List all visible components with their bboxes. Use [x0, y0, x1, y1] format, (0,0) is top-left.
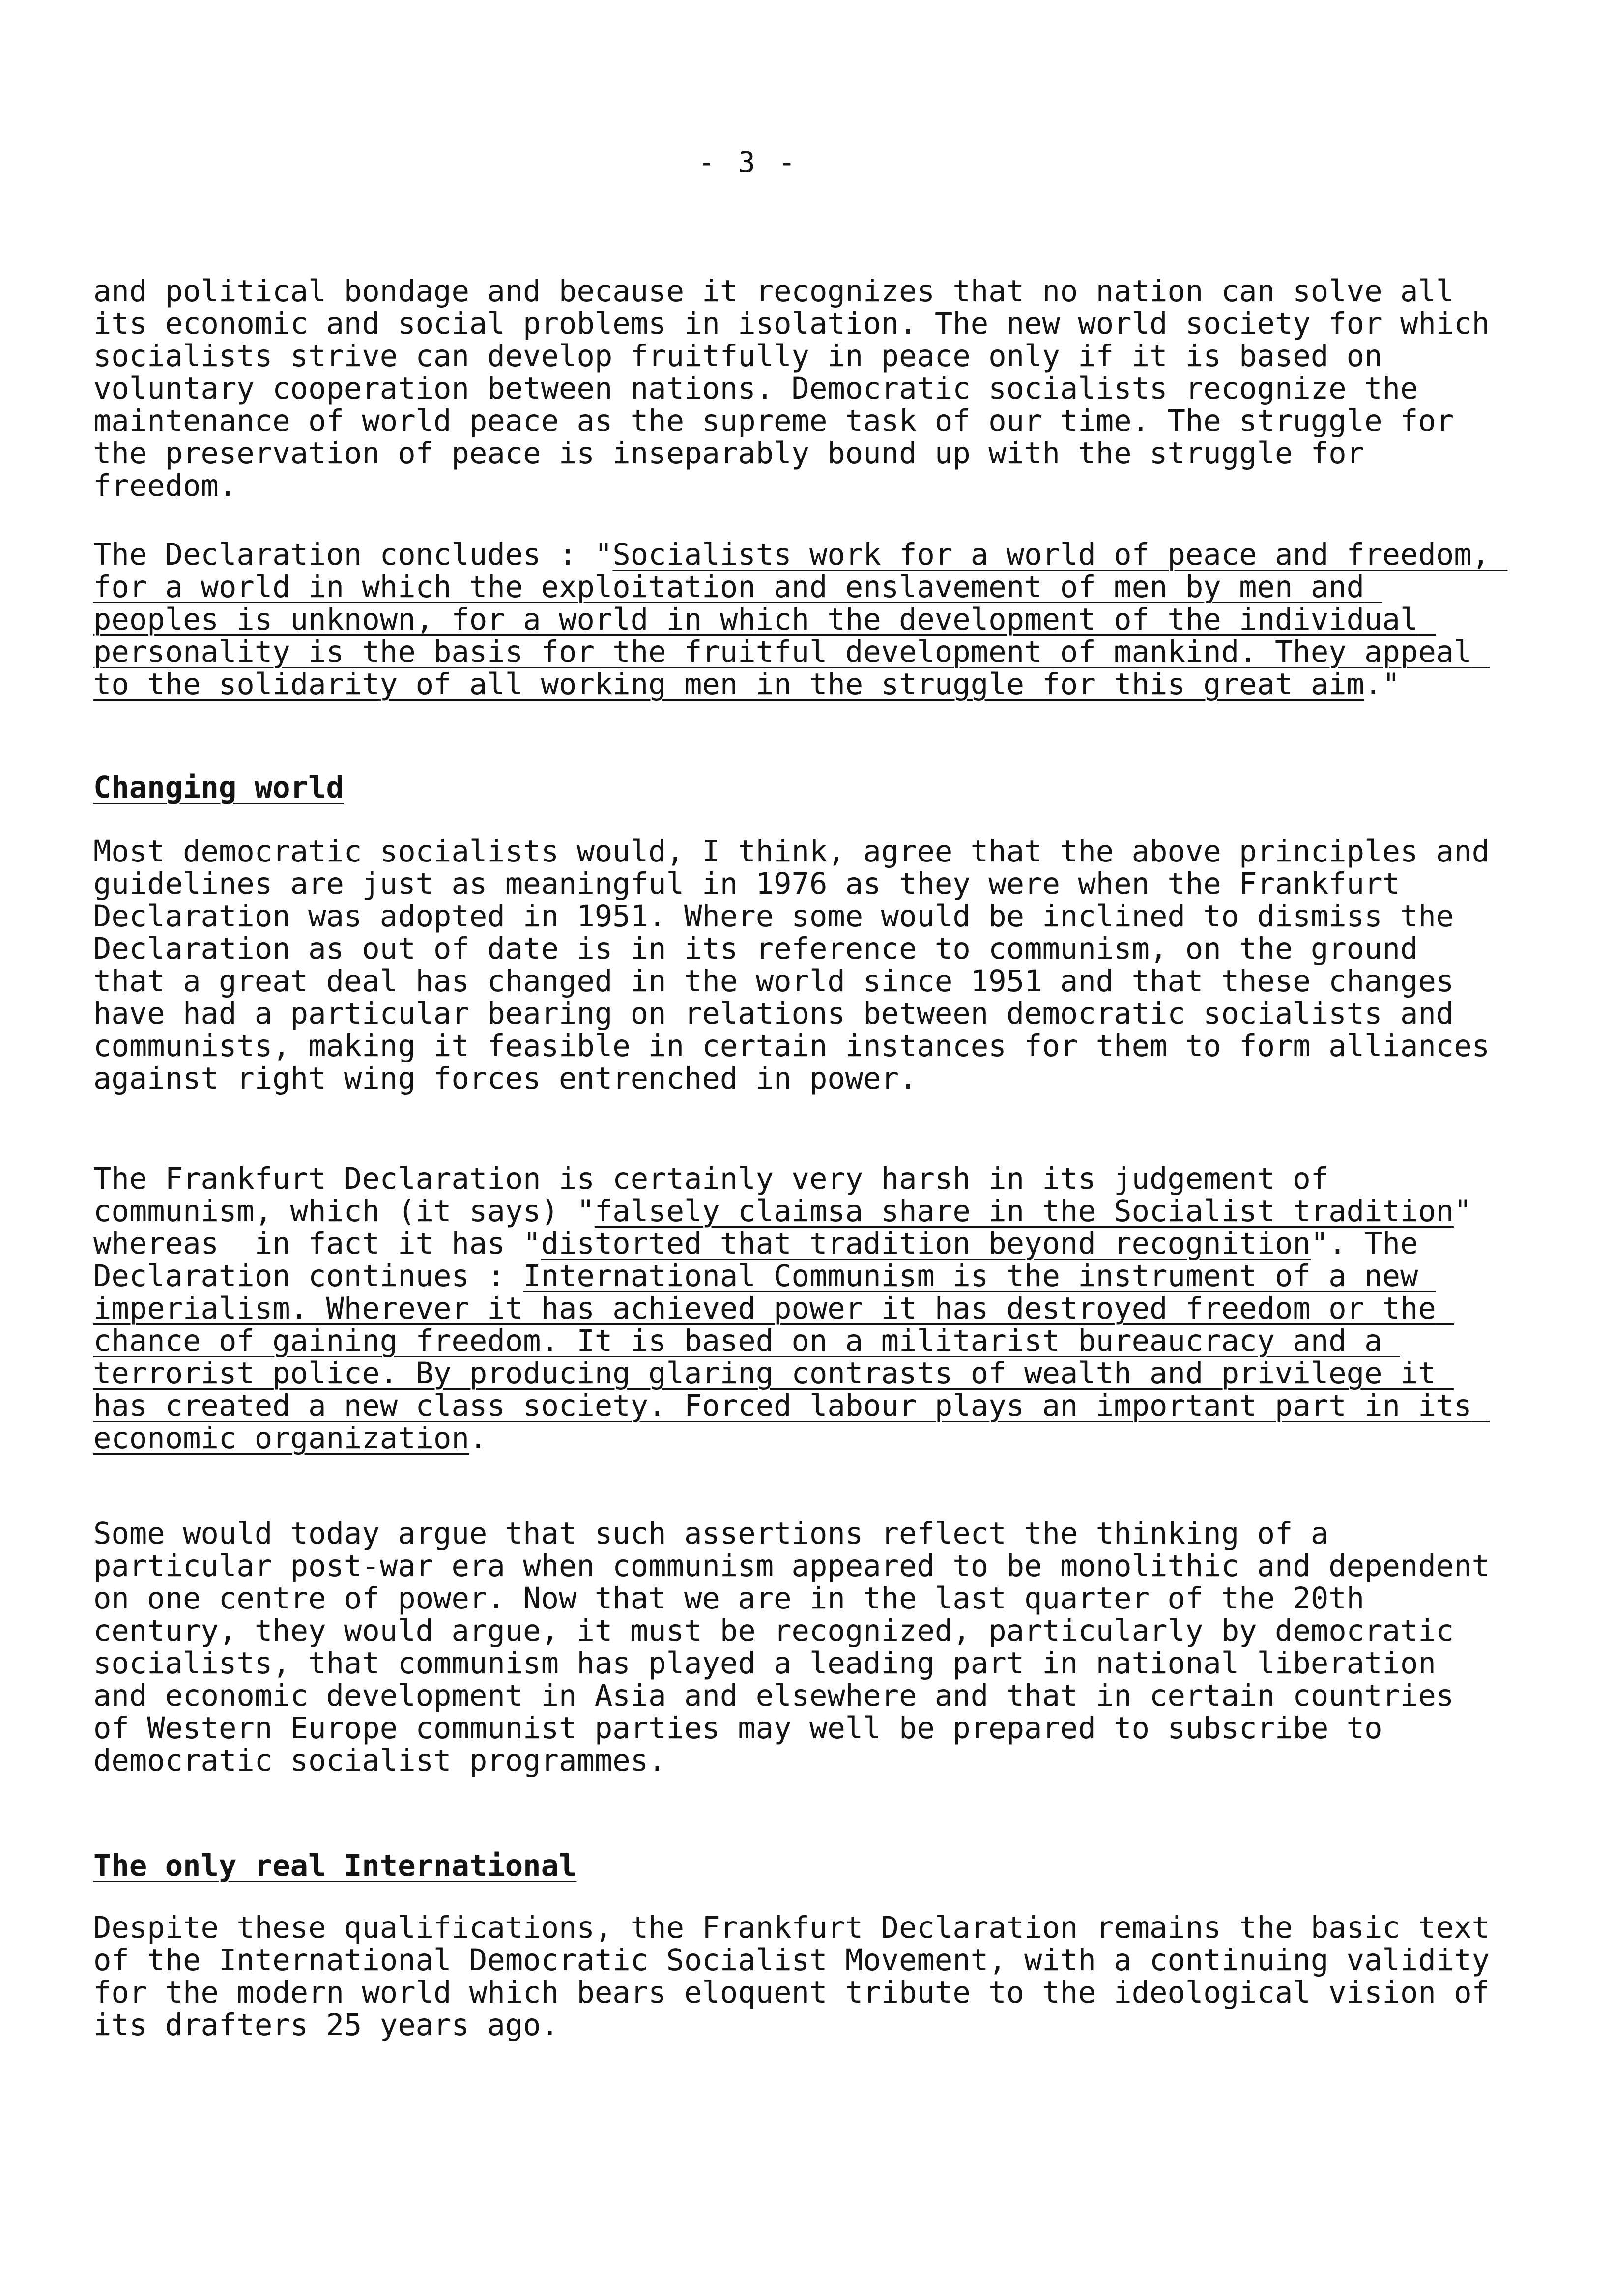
underlined-quote-1: falsely claimsa share in the Socialist tradition	[594, 1194, 1454, 1229]
paragraph-despite-qualifications: Despite these qualifications, the Frankfurt Declaration remains the basic text of the International Democratic Socialist Movement, with a continuing validity for the modern world which bears eloquent tribute to the ideological vision of its drafters 25 years ago.	[93, 1911, 1508, 2042]
paragraph-frankfurt-harsh	[93, 1163, 1499, 1455]
paragraph-mid-2: ". The Declaration continues :	[93, 1227, 1436, 1293]
underlined-quote-3: International Communism is the instrument of a new imperialism. Wherever it has achieved power it has destroyed freedom or the chance of gaining freedom. It is based on a militarist bureaucracy and a terrorist police. By producing glaring contrasts of wealth and privilege it has created a new class society. Forced labour plays an important part in its economic organization	[93, 1259, 1490, 1456]
underlined-quote: Socialists work for a world of peace and freedom, for a world in which the exploitation and enslavement of men by men and peoples is unknown, for a world in which the development of the individual personality is the basis for the fruitful development of mankind. They appeal to the solidarity of all working men in the struggle for this great aim	[93, 538, 1508, 702]
paragraph-lead: The Frankfurt Declaration is certainly very harsh in its judgement of communism, which (it says) "	[93, 1162, 1347, 1229]
section-heading-only-real-international: The only real International	[93, 1849, 577, 1883]
underlined-quote-2: distorted that tradition beyond recognition	[541, 1227, 1311, 1261]
page-number: - 3 -	[698, 145, 799, 179]
paragraph-bondage: and political bondage and because it recognizes that no nation can solve all its economic and social problems in isolation. The new world society for which socialists strive can develop fruitfully in peace only if it is based on voluntary cooperation between nations. Democratic socialists recognize the maintenance of world peace as the supreme task of our time. The struggle for the preservation of peace is inseparably bound up with the struggle for freedom.	[93, 274, 1508, 503]
paragraph-tail: .	[469, 1421, 488, 1456]
paragraph-democratic-socialists: Most democratic socialists would, I think, agree that the above principles and guidelines are just as meaningful in 1976 as they were when the Frankfurt Declaration was adopted in 1951. Where some would be inclined to dismiss the Declaration as out of date is in its reference to communism, on the ground that a great deal has changed in the world since 1951 and that these changes have had a particular bearing on relations between democratic socialists and communists, making it feasible in certain instances for them to form alliances against right wing forces entrenched in power.	[93, 834, 1508, 1096]
paragraph-some-would-argue: Some would today argue that such assertions reflect the thinking of a particular post-war era when communism appeared to be monolithic and dependent on one centre of power. Now that we are in the last quarter of the 20th century, they would argue, it must be recognized, particularly by democratic socialists, that communism has played a leading part in national liberation and economic development in Asia and elsewhere and that in certain countries of Western Europe communist parties may well be prepared to subscribe to democratic socialist programmes.	[93, 1517, 1508, 1778]
section-heading-changing-world: Changing world	[93, 771, 344, 805]
paragraph-lead: The Declaration concludes : "	[93, 538, 613, 572]
paragraph-tail: ."	[1364, 667, 1400, 702]
paragraph-mid-1: " whereas in fact it has "	[93, 1194, 1490, 1261]
paragraph-declaration-concludes	[93, 538, 1508, 702]
